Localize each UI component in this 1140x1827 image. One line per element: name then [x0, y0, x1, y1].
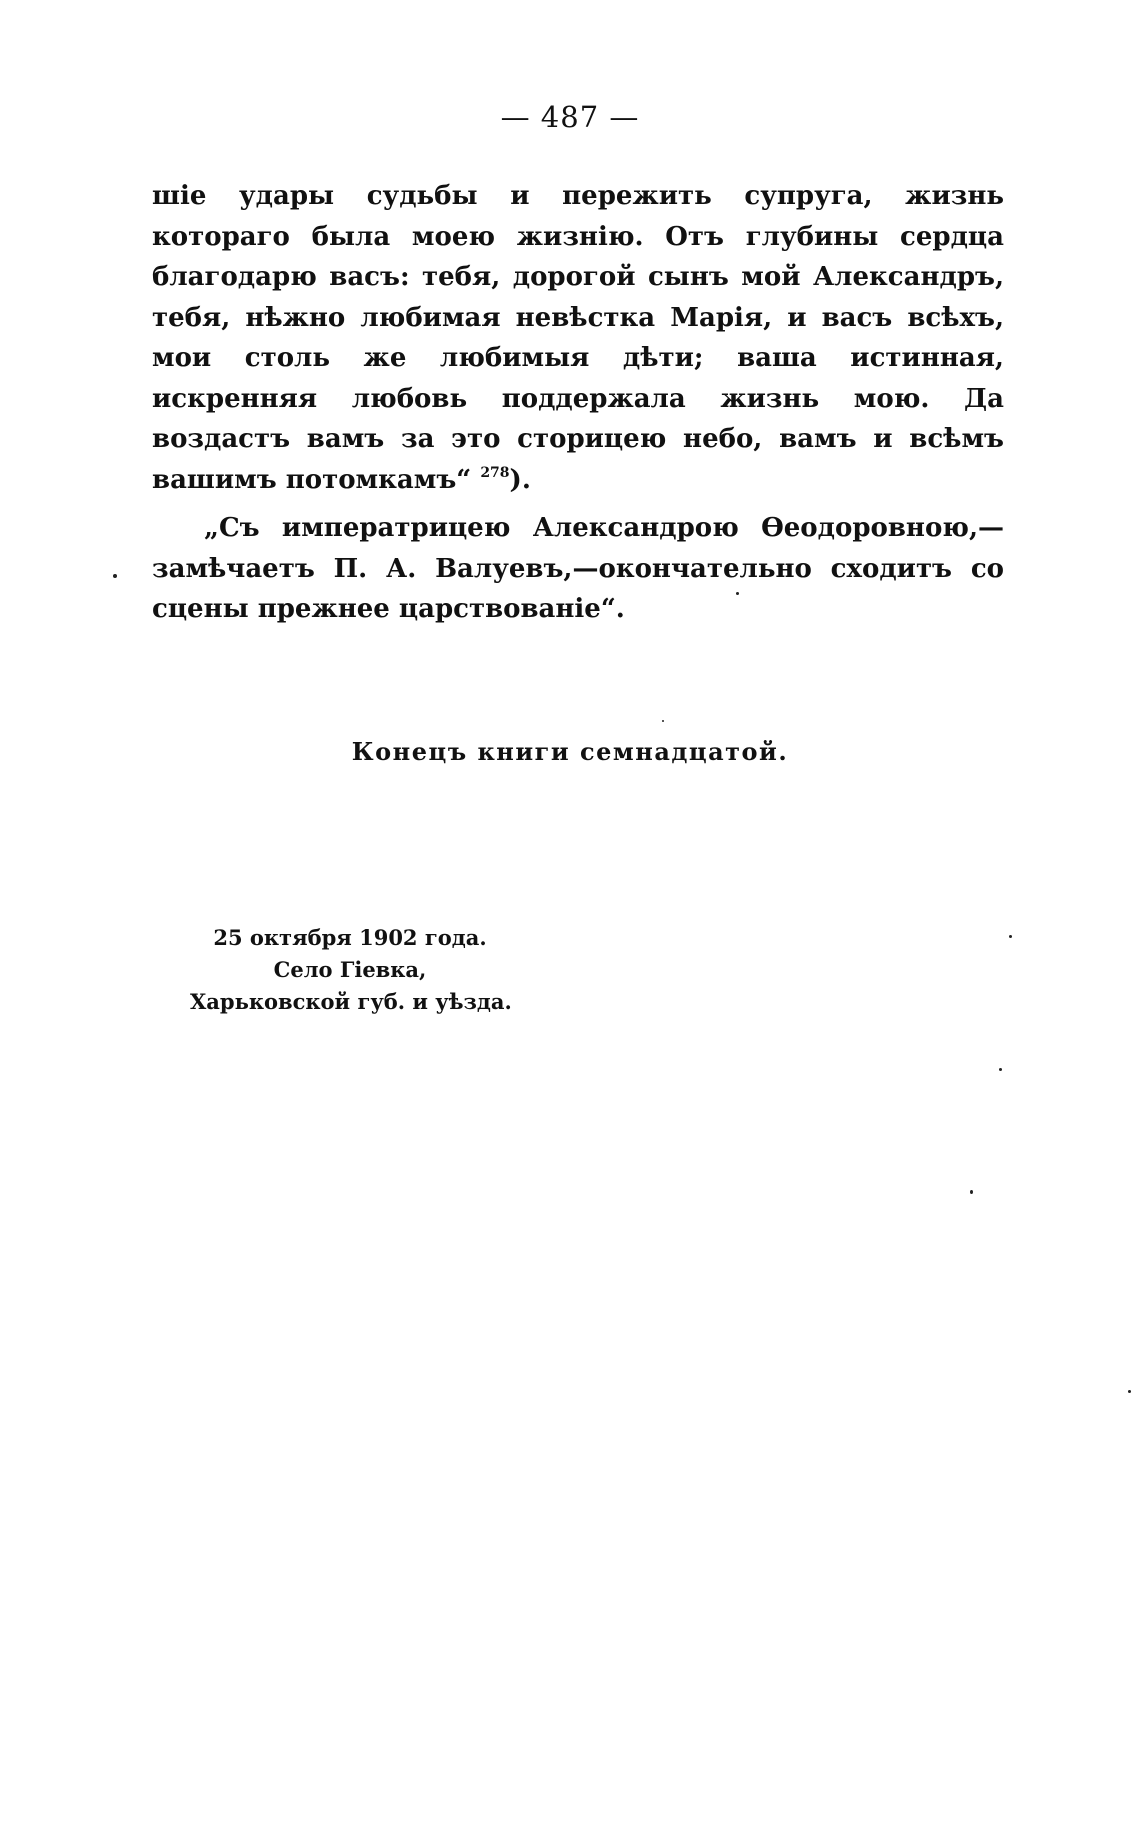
scan-speck [1009, 935, 1012, 938]
paragraph-1-tail: ). [509, 464, 531, 495]
paragraph-1-text: шіе удары судьбы и пережить супруга, жизнь котораго была моею жизнію. Отъ глубины сердца благодарю васъ: тебя, дорогой сынъ мой Александръ, тебя, нѣжно любимая невѣстка Марія, и васъ всѣхъ, мои столь же любимыя дѣти; ваша истинная, искренняя любовь поддержала жизнь мою. Да воздастъ вамъ за это сторицею небо, вамъ и всѣмъ вашимъ потомкамъ“ [152, 181, 1004, 495]
district-line: Харьковской губ. и уѣзда. [190, 989, 512, 1014]
scan-speck [736, 592, 739, 595]
village-line: Село Гіевка, [273, 957, 427, 982]
scan-speck [999, 1068, 1002, 1071]
paragraph-2-text: „Съ императрицею Александрою Ѳеодоровною,—замѣчаетъ П. А. Валуевъ,—окончательно сходитъ со сцены прежнее царствованіе“. [152, 513, 1004, 624]
paragraph-1 [152, 176, 1004, 500]
page-number: — 487 — [500, 100, 640, 134]
footnote-reference: 278 [480, 464, 510, 481]
paragraph-2 [152, 508, 1004, 630]
scan-speck [970, 1190, 973, 1194]
scan-speck [662, 720, 664, 722]
body-text [152, 176, 1004, 630]
date-line: 25 октября 1902 года. [213, 925, 487, 950]
section-end-heading: Конецъ книги семнадцатой. [351, 737, 789, 766]
scan-speck [113, 574, 117, 578]
place-date-block [190, 922, 510, 1018]
scan-speck [1128, 1390, 1131, 1393]
